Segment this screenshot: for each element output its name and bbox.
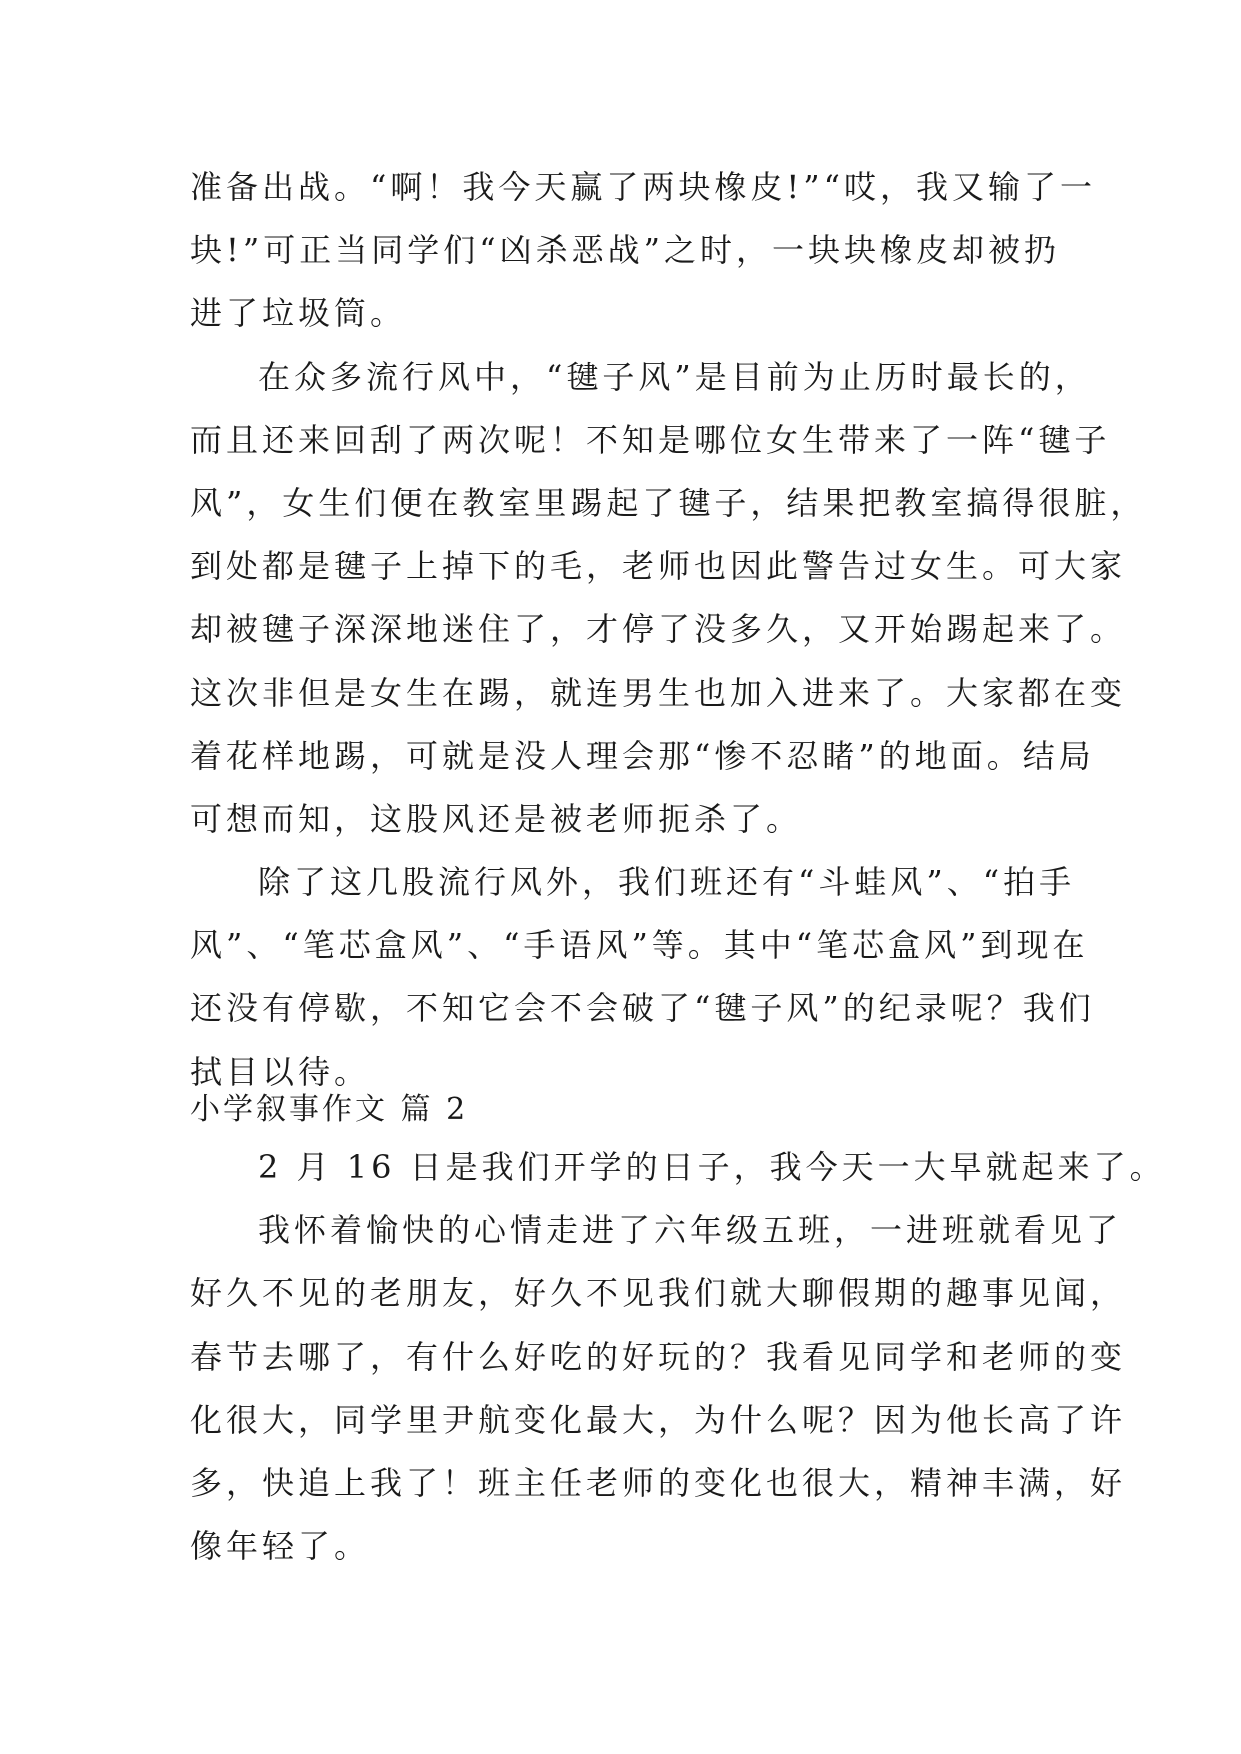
text-line: 可想而知，这股风还是被老师扼杀了。	[190, 799, 803, 838]
text-line: 还没有停歇，不知它会不会破了“毽子风”的纪录呢？我们	[190, 989, 1095, 1028]
section-heading: 小学叙事作文 篇 2	[190, 1092, 469, 1127]
essay-1-text	[190, 156, 1147, 1104]
text-line: 化很大，同学里尹航变化最大，为什么呢？因为他长高了许	[190, 1400, 1127, 1439]
paragraph-start-line: 在众多流行风中，“毽子风”是目前为止历时最长的，	[258, 357, 1091, 396]
text-line: 多，快追上我了！班主任老师的变化也很大，精神丰满，好	[190, 1463, 1127, 1502]
text-line: 像年轻了。	[190, 1527, 371, 1566]
text-line: 却被毽子深深地迷住了，才停了没多久，又开始踢起来了。	[190, 610, 1127, 649]
text-line: 这次非但是女生在踢，就连男生也加入进来了。大家都在变	[190, 673, 1127, 712]
text-line: 着花样地踢，可就是没人理会那“惨不忍睹”的地面。结局	[190, 736, 1095, 775]
text-line: 好久不见的老朋友，好久不见我们就大聊假期的趣事见闻，	[190, 1274, 1127, 1313]
text-line: 块!”可正当同学们“凶杀恶战”之时，一块块橡皮却被扔	[190, 231, 1060, 270]
paragraph-start-line: 我怀着愉快的心情走进了六年级五班，一进班就看见了	[258, 1211, 1123, 1250]
text-line: 拭目以待。	[190, 1052, 371, 1091]
text-line: 春节去哪了，有什么好吃的好玩的？我看见同学和老师的变	[190, 1337, 1127, 1376]
paragraph-start-line: 除了这几股流行风外，我们班还有“斗蛙风”、“拍手	[258, 863, 1076, 902]
text-line: 而且还来回刮了两次呢！不知是哪位女生带来了一阵“毽子	[190, 420, 1111, 459]
essay-2-text	[190, 1136, 1166, 1578]
text-line: 进了垃圾筒。	[190, 294, 407, 333]
text-line: 风”，女生们便在教室里踢起了毽子，结果把教室搞得很脏，	[190, 483, 1147, 522]
text-line: 到处都是毽子上掉下的毛，老师也因此警告过女生。可大家	[190, 547, 1127, 586]
text-line: 准备出战。“啊！我今天赢了两块橡皮!”“哎，我又输了一	[190, 168, 1096, 206]
text-line: 风”、“笔芯盒风”、“手语风”等。其中“笔芯盒风”到现在	[190, 926, 1089, 965]
paragraph-start-line: 2 月 16 日是我们开学的日子，我今天一大早就起来了。	[258, 1148, 1166, 1186]
